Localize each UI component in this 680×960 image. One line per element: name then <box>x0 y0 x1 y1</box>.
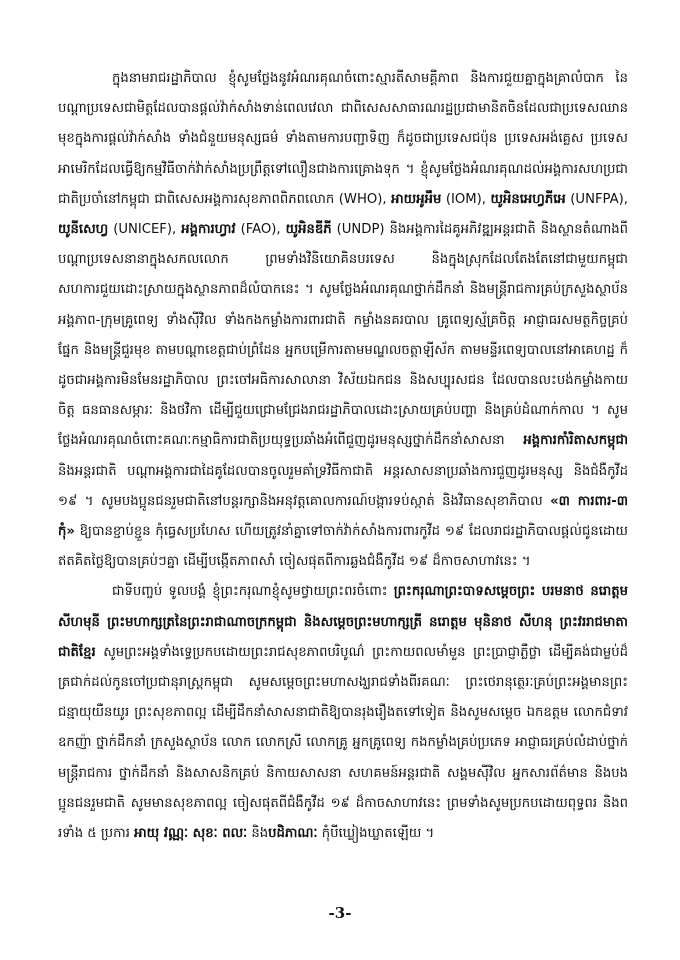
text-segment: សូមព្រះអង្គទាំងទ្វេប្រកបដោយព្រះរាជសុខភាពបរិបូណ៌ ព្រះកាយពលមាំមួន ព្រះប្រាជ្ញាភ្លឺថ្លា ដើម្បីគង់ជាម្លប់ដ៏ត្រជាក់ដល់កូនចៅប្រជានុរាស្ត្រកម្ពុជា សូមសម្តេចព្រះមហាសង្ឃរាជទាំងពីរគណៈ ព្រះថេរានុត្ថេរៈគ្រប់ព្រះអង្គមានព្រះជន្មាយុយឺនយូរ ព្រះសុខភាពល្អ ដើម្បីដឹកនាំសាសនាជាតិឱ្យបានរុងរឿងតទៅទៀត និងសូមសម្តេច ឯកឧត្តម លោកជំទាវ ឧកញ៉ា ថ្នាក់ដឹកនាំ ក្រសួងស្ថាប័ន លោក លោកស្រី លោកគ្រូ អ្នកគ្រូពេទ្យ កងកម្លាំងគ្រប់ប្រភេទ អាជ្ញាធរគ្រប់លំដាប់ថ្នាក់ មន្ត្រីរាជការ ថ្នាក់ដឹកនាំ និងសាសនិកគ្រប់ និកាយសាសនា សហគមន៍អន្តរជាតិ សង្គមស៊ីវិល អ្នកសារព័ត៌មាន និងបងប្អូនជនរួមជាតិ សូមមានសុខភាពល្អ ចៀសផុតពីជំងឺកូវីដ ១៩ ដ៏កាចសាហាវនេះ ព្រមទាំងសូមប្រកបដោយពុទ្ធពរ និងពរទាំង ៥ ប្រការ <box>58 644 628 842</box>
org-name-fao: អង្គការហ្វាវ <box>181 222 236 238</box>
page-number: -3- <box>328 904 352 922</box>
text-segment: (UNDP) និងអង្គការដៃគូអភិវឌ្ឍអន្តរជាតិ និងស្ថានតំណាងពីបណ្តាប្រទេសនានាក្នុងសកលលោក ព្រមទាំងវិនិយោគិនបរទេស និងក្នុងស្រុកដែលតែងតែនៅជាមួយកម្ពុជា សហការជួយដោះស្រាយក្នុងស្ថានភាពដ៏លំបាកនេះ ។ សូមថ្លែងអំណរគុណថ្នាក់ដឹកនាំ និងមន្ត្រីរាជការគ្រប់ក្រសួងស្ថាប័ន អង្គភាព-ក្រុមគ្រូពេទ្យ ទាំងស៊ីវិល ទាំងកងកម្លាំងការពារជាតិ កម្លាំងនគរបាល គ្រូពេទ្យស្ម័គ្រចិត្ត អាជ្ញាធរសមត្ថកិច្ចគ្រប់ផ្នែក និងមន្ត្រីជួរមុខ តាមបណ្តាខេត្តជាប់ព្រំដែន អ្នកបម្រើការតាមមណ្ឌលចត្តាឡីស័ក តាមមន្ទីរពេទ្យបាលនៅអាគេហដ្ឋ ក៏ដូចជាអង្គការមិនមែនរដ្ឋាភិបាល ព្រះចៅអធិការសាលានា វិស័យឯកជន និងសប្បុរសជន ដែលបានលះបង់កម្លាំងកាយចិត្ត ធនធានសម្ភារៈ និងថវិកា ដើម្បីជួយជ្រោមជ្រែងរាជរដ្ឋាភិបាលដោះស្រាយគ្រប់បញ្ហា និងគ្រប់ដំណាក់កាល ។ សូមថ្លែងអំណរគុណចំពោះគណៈកម្មាធិការជាតិប្រយុទ្ធប្រឆាំងអំពើជួញដូរមនុស្សថ្នាក់ដឹកនាំសាសនា <box>58 222 628 449</box>
org-name-iom: អាយអូអឹម <box>391 191 442 207</box>
royal-titles: ព្រះករុណាព្រះបាទសម្តេចព្រះ បរមនាថ នរោត្តម សីហមុនី ព្រះមហាក្សត្រនៃព្រះរាជាណាចក្រកម្ពុជា និងសម្តេចព្រះមហាក្សត្រី នរោត្តម មុនិនាថ សីហនុ ព្រះវររាជមាតាជាតិខ្មែរ <box>58 584 628 660</box>
org-name-caritas: អង្គការកាំរិតាសកម្ពុជា <box>523 433 628 449</box>
slogan-3-protect-3-dont: «៣ ការពារ-៣ កុំ» <box>58 493 628 540</box>
text-segment: កុំបីឃ្លៀងឃ្លាតឡើយ ។ <box>317 826 435 842</box>
org-name-unicef: យូនីសេហ្វ <box>58 222 109 238</box>
blessing-patibhana: បដិភាណៈ <box>268 826 318 842</box>
text-segment: ឱ្យបានខ្ជាប់ខ្ជួន កុំធ្វេសប្រហែស ហើយត្រូវនាំគ្នាទៅចាក់វ៉ាក់សាំងការពារកូវីដ ១៩ ដែលរាជរដ្ឋាភិបាលផ្តល់ជូនដោយឥតគិតថ្លៃឱ្យបានគ្រប់ៗគ្នា ដើម្បីបង្កើតភាពសាំ ចៀសផុតពីការឆ្លងជំងឺកូវីដ ១៩ ដ៏កាចសាហាវនេះ ។ <box>58 524 628 570</box>
text-segment: ក្នុងនាមរាជរដ្ឋាភិបាល ខ្ញុំសូមថ្លែងនូវអំណរគុណចំពោះស្មារតីសាមគ្គីភាព និងការជួយគ្នាក្នុងគ្រាលំបាក នៃបណ្តាប្រទេសជាមិត្តដែលបានផ្តល់វ៉ាក់សាំងទាន់ពេលវេលា ជាពិសេសសាធារណរដ្ឋប្រជាមានិតចិនដែលជាប្រទេសឈានមុខក្នុងការផ្តល់វ៉ាក់សាំង ទាំងជំនួយមនុស្សធម៌ ទាំងតាមការបញ្ជាទិញ ក៏ដូចជាប្រទេសជប៉ុន ប្រទេសអង់គ្លេស ប្រទេសអាមេរិកដែលធ្វើឱ្យកម្មវិធីចាក់វ៉ាក់សាំងប្រព្រឹត្តទៅលឿនជាងការគ្រោងទុក ។ ខ្ញុំសូមថ្លែងអំណរគុណដល់អង្គការសហប្រជាជាតិប្រចាំនៅកម្ពុជា ជាពិសេសអង្គការសុខភាពពិភពលោក (WHO), <box>58 71 628 207</box>
text-segment: និង <box>247 826 269 842</box>
text-segment: (UNICEF), <box>108 222 182 238</box>
paragraph-gratitude <box>58 64 628 577</box>
text-segment: (FAO), <box>235 222 286 238</box>
text-segment: ជាទីបញ្ចប់ ទូលបង្គំ ខ្ញុំព្រះករុណាខ្ញុំសូមថ្វាយព្រះពរចំពោះ <box>112 584 394 600</box>
text-segment: និងអន្តរជាតិ បណ្តាអង្គការជាដៃគូដែលបានចូលរួមគាំទ្រវិធីកាជាតិ អន្តរសាសនាប្រឆាំងការជួញដូរមនុស្ស និងជំងឺកូវីដ ១៩ ។ សូមបងប្អូនជនរួមជាតិនៅបន្តរក្សានិងអនុវត្តគោលការណ៍បង្ការទប់ស្កាត់ និងវិធានសុខាភិបាល <box>58 463 628 509</box>
paragraph-closing <box>58 577 628 849</box>
org-name-unfpa: យូអិនអេហ្វភីអេ <box>490 191 566 207</box>
text-segment: (IOM), <box>441 191 491 207</box>
document-page <box>58 64 628 894</box>
org-name-undp: យូអិនឌីភី <box>285 222 332 238</box>
blessings-list: អាយុ វណ្ណៈ សុខៈ ពលៈ <box>134 826 248 842</box>
text-segment: (UNFPA), <box>565 191 628 207</box>
